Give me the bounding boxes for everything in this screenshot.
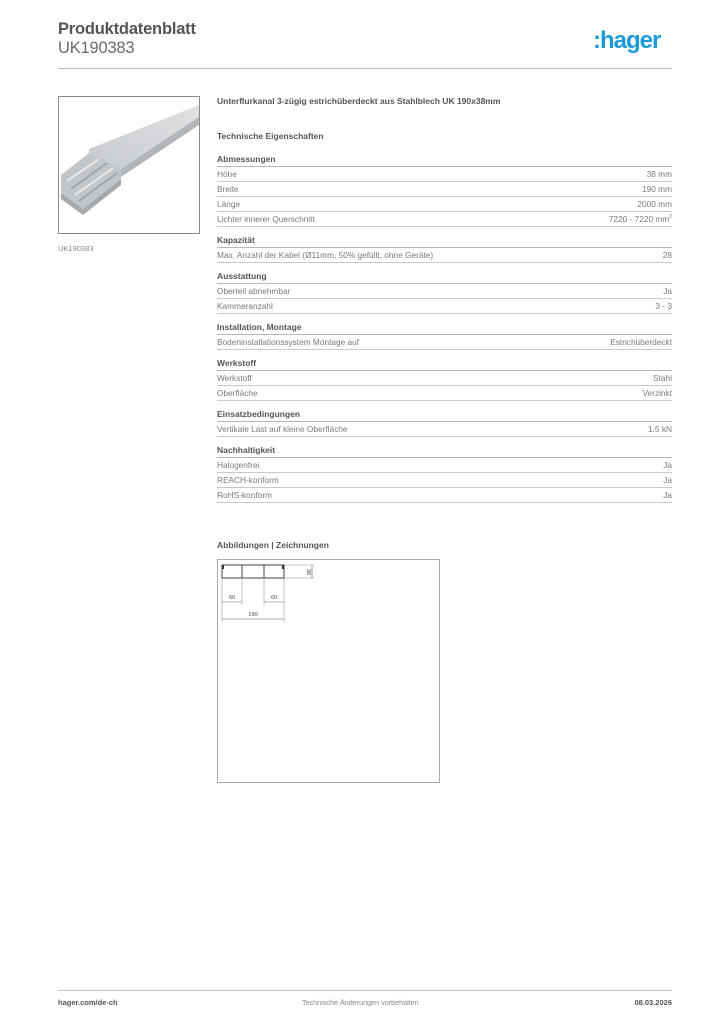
spec-value-wrap (609, 212, 672, 226)
spec-label: Max. Anzahl der Kabel (Ø11mm, 50% gefüllt, ohne Geräte) (217, 250, 434, 260)
spec-label: Bodeninstallationssystem Montage auf (217, 337, 360, 347)
section-title: Abmessungen (217, 154, 672, 167)
spec-value: 7220 - 7220 mm (608, 214, 670, 224)
spec-label: Werkstoff (217, 373, 252, 383)
article-number: UK190383 (58, 39, 135, 57)
spec-value: 3 - 3 (655, 301, 672, 311)
section-nachhaltigkeit (217, 445, 672, 503)
spec-label: RoHS-konform (217, 490, 272, 500)
spec-label: Lichter innerer Querschnitt (217, 214, 315, 224)
section-kapazitaet (217, 235, 672, 263)
product-image-caption: UK190383 (58, 244, 94, 253)
header-divider (58, 68, 672, 69)
spec-row (217, 335, 672, 350)
section-ausstattung (217, 271, 672, 314)
cable-duct-image (59, 97, 199, 233)
section-werkstoff (217, 358, 672, 401)
svg-text:190: 190 (248, 612, 258, 618)
spec-row (217, 371, 672, 386)
footer-website-link[interactable]: hager.com/de-ch (58, 998, 118, 1007)
spec-value: Estrichüberdeckt (610, 337, 672, 347)
spec-row (217, 284, 672, 299)
spec-value: 38 mm (646, 169, 672, 179)
spec-label: Höhe (217, 169, 237, 179)
spec-label: Länge (217, 199, 241, 209)
spec-label: Halogenfrei (217, 460, 260, 470)
section-title: Nachhaltigkeit (217, 445, 672, 458)
spec-row (217, 182, 672, 197)
spec-row (217, 458, 672, 473)
section-title: Werkstoff (217, 358, 672, 371)
footer-date: 08.03.2026 (634, 998, 672, 1007)
spec-label: Oberteil abnehmbar (217, 286, 291, 296)
spec-row (217, 248, 672, 263)
svg-text:60: 60 (270, 595, 278, 601)
spec-value-superscript: 2 (669, 214, 672, 220)
section-einsatzbedingungen (217, 409, 672, 437)
section-title: Installation, Montage (217, 322, 672, 335)
figures-heading: Abbildungen | Zeichnungen (217, 540, 329, 550)
spec-label: Kammeranzahl (217, 301, 273, 311)
section-title: Kapazität (217, 235, 672, 248)
section-abmessungen (217, 154, 672, 227)
spec-value: Ja (663, 460, 672, 470)
svg-text:60: 60 (228, 595, 236, 601)
spec-row (217, 299, 672, 314)
technical-drawing-box (217, 559, 440, 783)
spec-value: 1.5 kN (648, 424, 672, 434)
section-installation (217, 322, 672, 350)
spec-label: Breite (217, 184, 239, 194)
spec-row (217, 197, 672, 212)
page-title: Produktdatenblatt (58, 20, 196, 38)
spec-row (217, 473, 672, 488)
product-description: Unterflurkanal 3-zügig estrichüberdeckt aus Stahlblech UK 190x38mm (217, 96, 501, 106)
spec-label: Vertikale Last auf kleine Oberfläche (217, 424, 348, 434)
spec-label: Oberfläche (217, 388, 258, 398)
cross-section-drawing (218, 560, 439, 782)
spec-value: 190 mm (642, 184, 672, 194)
spec-value: Ja (663, 286, 672, 296)
footer-notice: Technische Änderungen vorbehalten (302, 998, 419, 1007)
footer-divider (58, 990, 672, 991)
hager-logo: :hager (593, 27, 661, 54)
section-title: Ausstattung (217, 271, 672, 284)
spec-row (217, 488, 672, 503)
product-image (58, 96, 200, 234)
spec-row (217, 212, 672, 227)
datasheet-main (217, 96, 672, 511)
svg-text:38: 38 (305, 568, 311, 576)
spec-row (217, 422, 672, 437)
spec-value: Stahl (653, 373, 672, 383)
spec-value: 2000 mm (637, 199, 672, 209)
spec-row (217, 167, 672, 182)
spec-value: 28 (662, 250, 672, 260)
spec-value: Ja (663, 490, 672, 500)
spec-value: Ja (663, 475, 672, 485)
technical-heading: Technische Eigenschaften (217, 131, 324, 141)
section-title: Einsatzbedingungen (217, 409, 672, 422)
spec-value: Verzinkt (642, 388, 672, 398)
spec-label: REACH-konform (217, 475, 279, 485)
spec-row (217, 386, 672, 401)
